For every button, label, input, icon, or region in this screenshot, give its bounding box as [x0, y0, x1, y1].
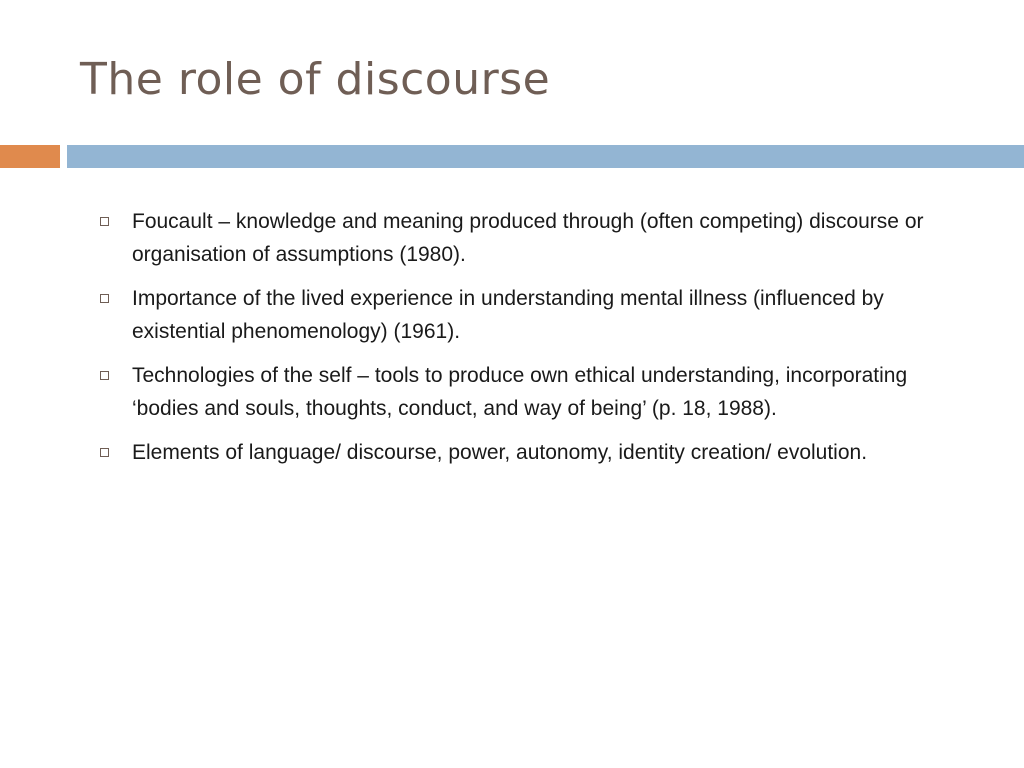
bullet-text: Foucault – knowledge and meaning produced through (often competing) discourse or organisation of assumptions (1980). [132, 210, 924, 266]
bullet-item [95, 436, 965, 469]
bullet-list [95, 205, 965, 480]
bullet-item [95, 205, 965, 271]
bullet-item [95, 359, 965, 425]
hollow-square-icon [100, 371, 109, 380]
hollow-square-icon [100, 217, 109, 226]
bullet-text: Elements of language/ discourse, power, autonomy, identity creation/ evolution. [132, 441, 868, 464]
hollow-square-icon [100, 448, 109, 457]
hollow-square-icon [100, 294, 109, 303]
slide-title: The role of discourse [80, 54, 551, 105]
accent-bar-blue [67, 145, 1024, 168]
bullet-text: Importance of the lived experience in understanding mental illness (influenced by existential phenomenology) (1961). [132, 287, 884, 343]
bullet-item [95, 282, 965, 348]
accent-bar-orange [0, 145, 60, 168]
bullet-text: Technologies of the self – tools to produce own ethical understanding, incorporating ‘bodies and souls, thoughts, conduct, and way of being’ (p. 18, 1988). [132, 364, 908, 420]
